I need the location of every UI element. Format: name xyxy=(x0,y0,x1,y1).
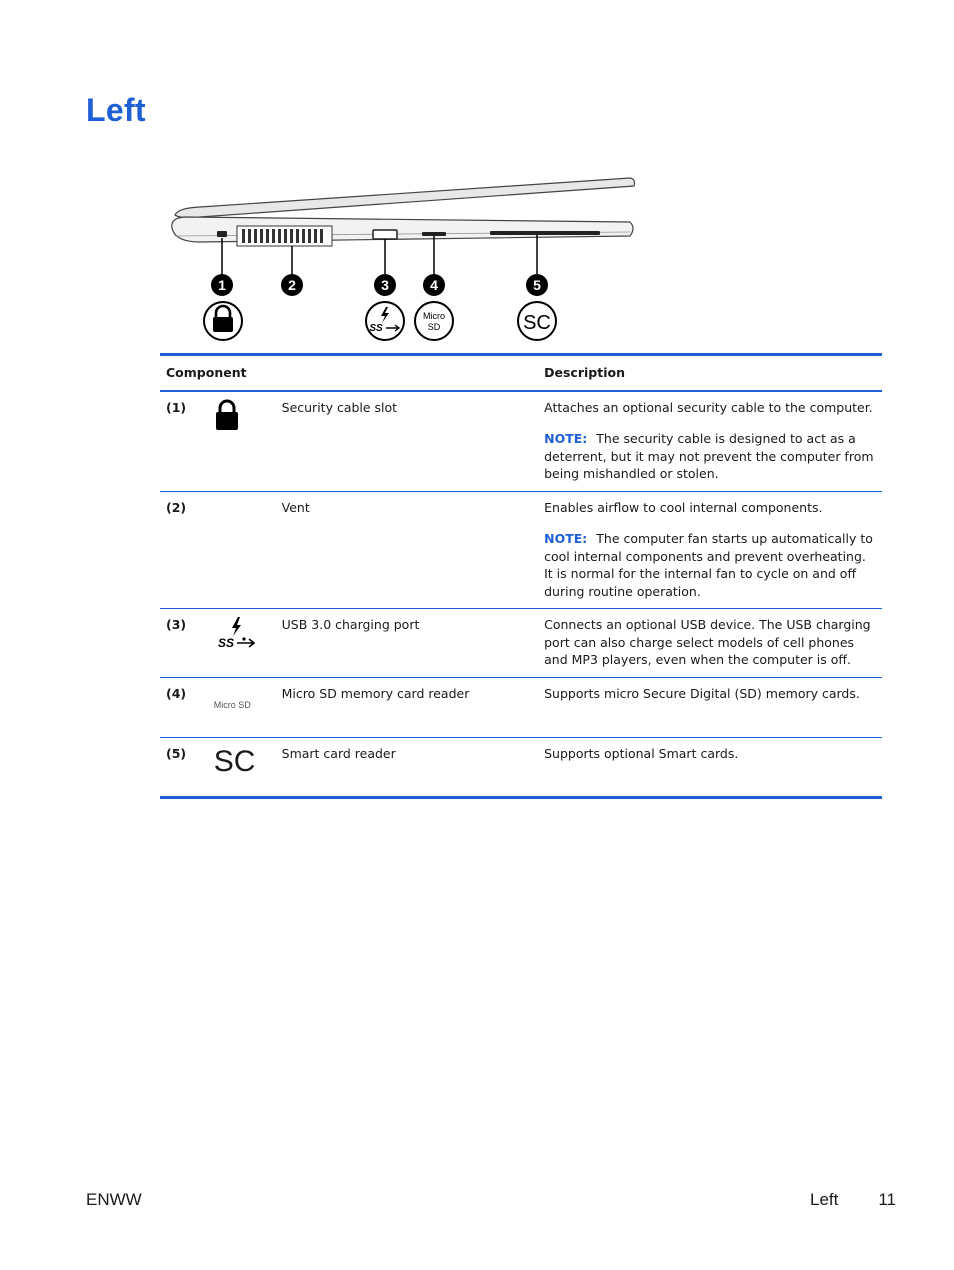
svg-text:5: 5 xyxy=(533,277,541,293)
component-description xyxy=(538,491,882,609)
laptop-left-side-figure xyxy=(160,170,650,350)
footer-section: Left xyxy=(809,1190,839,1209)
row-number: (3) xyxy=(166,617,187,632)
smart-card-icon xyxy=(208,737,276,797)
component-name: Micro SD memory card reader xyxy=(281,685,470,701)
header-description: Description xyxy=(544,365,625,380)
svg-text:3: 3 xyxy=(381,277,389,293)
row-number: (1) xyxy=(166,399,187,415)
footer-page-info xyxy=(810,1190,896,1210)
row-number: (5) xyxy=(166,745,187,761)
row-number: (2) xyxy=(166,499,187,515)
note-label: NOTE: xyxy=(544,531,588,546)
header-component: Component xyxy=(166,365,247,380)
row-number: (4) xyxy=(166,685,187,701)
svg-text:2: 2 xyxy=(288,277,296,293)
component-table xyxy=(160,353,882,799)
note-block xyxy=(544,430,876,483)
table-row xyxy=(160,491,882,609)
usb-port xyxy=(373,230,397,239)
description-text: Enables airflow to cool internal components. xyxy=(544,499,823,515)
description-text: Attaches an optional security cable to the computer. xyxy=(544,399,873,415)
component-description: Supports micro Secure Digital (SD) memory cards. xyxy=(544,685,860,701)
svg-text:SC: SC xyxy=(523,312,551,334)
table-row xyxy=(160,737,882,797)
smart-card-icon-label: SC xyxy=(213,744,256,778)
component-name: USB 3.0 charging port xyxy=(281,617,420,632)
component-description xyxy=(538,391,882,492)
footer-doc-id: ENWW xyxy=(86,1190,142,1209)
micro-sd-icon xyxy=(415,302,453,340)
component-description: Connects an optional USB device. The USB charging port can also charge select models of cell phones and MP3 players, even when the computer is off. xyxy=(544,617,871,667)
smart-card-icon xyxy=(518,302,556,340)
component-name: Security cable slot xyxy=(281,399,398,415)
note-block xyxy=(544,530,876,600)
usb-ss-charging-icon xyxy=(366,302,404,340)
component-name: Vent xyxy=(281,499,310,515)
component-description: Supports optional Smart cards. xyxy=(544,745,739,761)
svg-text:SD: SD xyxy=(427,322,441,332)
note-text: The security cable is designed to act as a deterrent, but it may not prevent the computer from being mishandled or stolen. xyxy=(544,431,874,481)
table-row xyxy=(160,391,882,492)
security-slot xyxy=(217,231,227,237)
lock-icon xyxy=(208,391,276,492)
svg-text:SS: SS xyxy=(369,323,383,334)
note-label: NOTE: xyxy=(544,431,588,446)
lock-icon xyxy=(204,302,242,340)
micro-sd-icon-label: Micro SD xyxy=(213,699,251,710)
svg-text:1: 1 xyxy=(218,277,226,293)
svg-text:4: 4 xyxy=(430,277,438,293)
page-title: Left xyxy=(86,92,146,128)
microsd-slot xyxy=(422,232,446,236)
table-header-row xyxy=(160,355,882,391)
component-name: Smart card reader xyxy=(281,745,396,761)
svg-text:SS: SS xyxy=(217,636,234,650)
smartcard-slot xyxy=(490,231,600,235)
usb-ss-charging-icon xyxy=(208,609,276,678)
table-row xyxy=(160,609,882,678)
svg-text:Micro: Micro xyxy=(423,311,445,321)
page-number: 11 xyxy=(878,1190,896,1209)
laptop-lid xyxy=(175,178,635,218)
table-row xyxy=(160,677,882,737)
micro-sd-icon xyxy=(208,677,276,737)
empty-icon-cell xyxy=(208,491,276,609)
note-text: The computer fan starts up automatically to cool internal components and prevent overheating. It is normal for the internal fan to cycle on and off during routine operation. xyxy=(544,531,873,599)
